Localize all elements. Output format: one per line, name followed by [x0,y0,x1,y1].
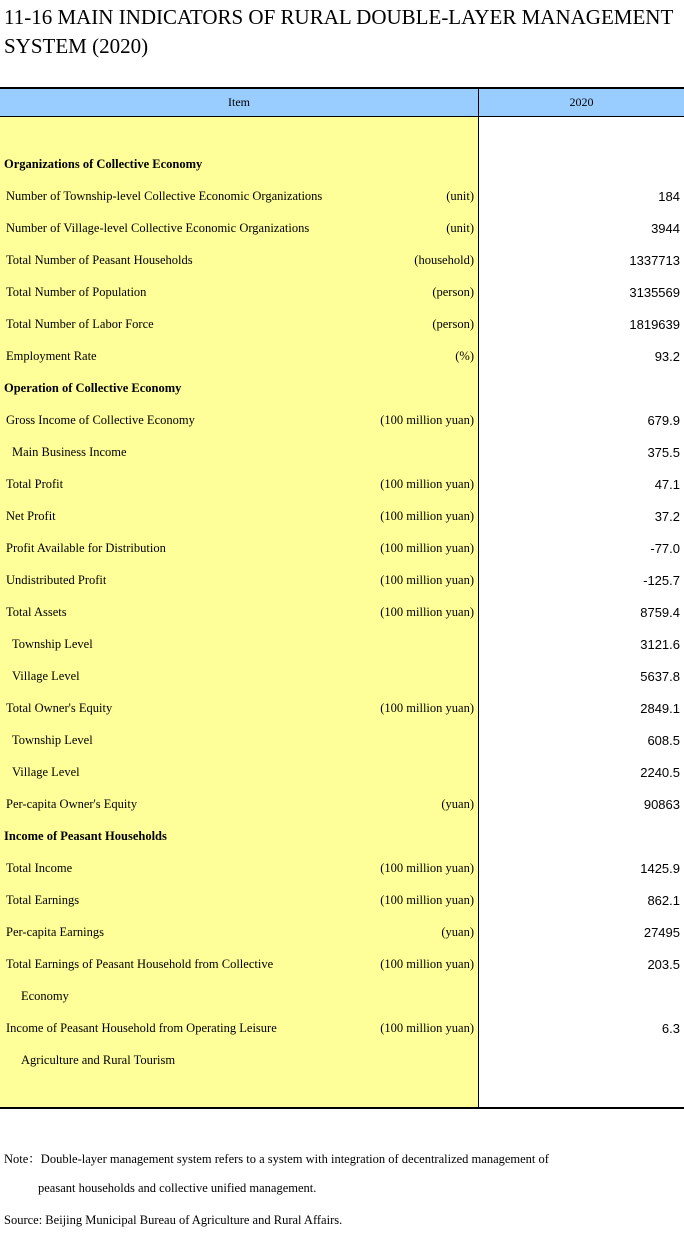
row-unit: (100 million yuan) [380,541,474,555]
table-row [0,917,684,949]
row-unit: (person) [432,317,474,331]
row-unit: (100 million yuan) [380,957,474,971]
source-line: Source: Beijing Municipal Bureau of Agriculture and Rural Affairs. [4,1213,343,1227]
section-row [0,149,684,181]
row-unit: (100 million yuan) [380,477,474,491]
table-row [0,597,684,629]
section-row [0,821,684,853]
row-value: 3121.6 [640,637,680,652]
title-line-2: SYSTEM (2020) [4,34,149,58]
row-value: 1337713 [629,253,680,268]
row-label: Gross Income of Collective Economy [6,413,195,427]
row-unit: (yuan) [441,925,474,939]
table-row [0,853,684,885]
row-label: Total Owner's Equity [6,701,113,715]
row-label: Number of Township-level Collective Economic Organizations [6,189,323,203]
table-row [0,469,684,501]
row-unit: (100 million yuan) [380,1021,474,1035]
row-value: 1425.9 [640,861,680,876]
row-unit: (100 million yuan) [380,509,474,523]
row-value: 375.5 [647,445,680,460]
table-row [0,181,684,213]
row-value: 27495 [643,925,680,940]
row-label: Agriculture and Rural Tourism [21,1053,176,1067]
row-label: Village Level [12,765,80,779]
row-label: Economy [21,989,69,1003]
row-value: 93.2 [654,349,680,364]
row-label: Income of Peasant Households [4,829,167,843]
row-label: Total Profit [6,477,64,491]
table-row [0,693,684,725]
note-line-2: peasant households and collective unified management. [38,1181,317,1195]
note-line-1: Note：Double-layer management system refers to a system with integration of decentralized management of [4,1152,549,1166]
table-row-continuation [0,981,684,1013]
row-unit: (%) [455,349,474,363]
table-row [0,405,684,437]
row-unit: (100 million yuan) [380,573,474,587]
indicators-table [0,87,684,1109]
table-row [0,949,684,981]
row-unit: (yuan) [441,797,474,811]
row-label: Employment Rate [6,349,97,363]
row-value: 679.9 [647,413,680,428]
row-label: Per-capita Earnings [6,925,104,939]
row-value: 3944 [651,221,680,236]
row-label: Total Earnings [6,893,80,907]
page-title [4,3,680,61]
table-row [0,533,684,565]
row-value: 3135569 [629,285,680,300]
row-unit: (person) [432,285,474,299]
table-row [0,245,684,277]
row-value: 90863 [643,797,680,812]
row-label: Organizations of Collective Economy [4,157,203,171]
row-unit: (household) [414,253,474,267]
row-label: Net Profit [6,509,56,523]
row-label: Per-capita Owner's Equity [6,797,138,811]
row-value: 862.1 [647,893,680,908]
row-label: Total Number of Population [6,285,147,299]
row-unit: (100 million yuan) [380,605,474,619]
section-row [0,373,684,405]
table-row [0,565,684,597]
row-unit: (unit) [446,221,474,235]
row-label: Main Business Income [12,445,127,459]
row-unit: (unit) [446,189,474,203]
row-value: 608.5 [647,733,680,748]
table-row-continuation [0,1045,684,1077]
row-value: 47.1 [654,477,680,492]
row-unit: (100 million yuan) [380,893,474,907]
row-label: Total Assets [6,605,67,619]
row-unit: (100 million yuan) [380,861,474,875]
row-label: Total Income [6,861,73,875]
row-value: 8759.4 [640,605,680,620]
title-line-1: 11-16 MAIN INDICATORS OF RURAL DOUBLE-LAYER MANAGEMENT [4,5,674,29]
table-row [0,341,684,373]
row-label: Number of Village-level Collective Economic Organizations [6,221,310,235]
row-value: 5637.8 [640,669,680,684]
table-row [0,629,684,661]
table-row [0,309,684,341]
row-value: 2240.5 [640,765,680,780]
table-row [0,725,684,757]
table-row [0,213,684,245]
row-value: 1819639 [629,317,680,332]
row-value: 203.5 [647,957,680,972]
row-unit: (100 million yuan) [380,701,474,715]
row-value: 184 [658,189,680,204]
row-value: -125.7 [643,573,680,588]
row-label: Township Level [12,733,93,747]
row-label: Township Level [12,637,93,651]
row-label: Undistributed Profit [6,573,107,587]
table-bottom-rule [0,1107,684,1109]
row-value: 2849.1 [640,701,680,716]
row-label: Total Earnings of Peasant Household from Collective [6,957,274,971]
table-row [0,437,684,469]
row-label: Income of Peasant Household from Operating Leisure [6,1021,277,1035]
table-row [0,501,684,533]
table-row [0,1013,684,1045]
row-label: Village Level [12,669,80,683]
row-label: Operation of Collective Economy [4,381,182,395]
row-value: -77.0 [650,541,680,556]
table-row [0,757,684,789]
table-row [0,277,684,309]
header-item: Item [0,89,479,117]
header-year: 2020 [479,89,684,117]
table-row [0,661,684,693]
table-row [0,885,684,917]
row-value: 6.3 [661,1021,680,1036]
row-label: Profit Available for Distribution [6,541,166,555]
row-value: 37.2 [654,509,680,524]
row-unit: (100 million yuan) [380,413,474,427]
row-label: Total Number of Peasant Households [6,253,193,267]
table-row [0,789,684,821]
row-label: Total Number of Labor Force [6,317,154,331]
